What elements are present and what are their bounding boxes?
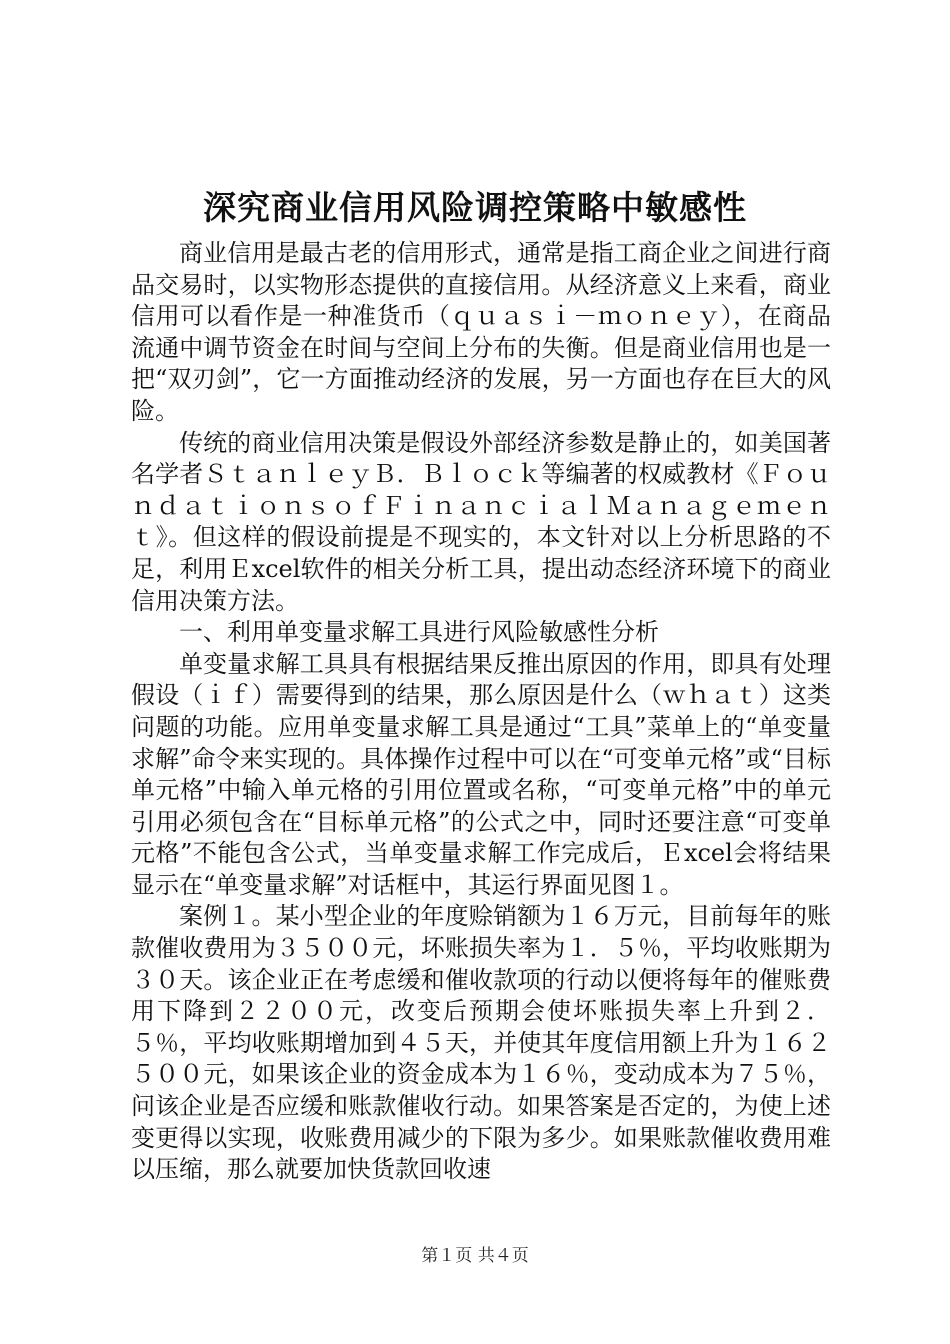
paragraph-traditional-decision: 传统的商业信用决策是假设外部经济参数是静止的，如美国著名学者ＳｔａｎｌｅｙＢ．Ｂｌｏｃｋ等编著的权威教材《ＦｏｕｎｄａｔｉｏｎｓｏｆＦｉｎａｎｃｉａｌＭａｎａｇｅｍｅｎｔ》。但这样的假设前提是不现实的，本文针对以上分析思路的不足，利用Ｅxcel软件的相关分析工具，提出动态经济环境下的商业信用决策方法。 [131,428,831,615]
page-footer: 第１页 共４页 [421,1246,529,1266]
section-heading-1: 一、利用单变量求解工具进行风险敏感性分析 [179,618,659,647]
paragraph-case-1: 案例１。某小型企业的年度赊销额为１６万元，目前每年的账款催收费用为３５００元，坏账损失率为１．５％，平均收账期为３０天。该企业正在考虑缓和催收款项的行动以便将每年的催账费用下降到２２００元，改变后预期会使坏账损失率上升到２．５％，平均收账期增加到４５天，并使其年度信用额上升为１６２５００元，如果该企业的资金成本为１６％，变动成本为７５％，问该企业是否应缓和账款催收行动。如果答案是否定的，为使上述变更得以实现，收账费用减少的下限为多少。如果账款催收费用难以压缩，那么就要加快货款回收速 [131,902,831,1184]
document-title: 深究商业信用风险调控策略中敏感性 [203,188,747,227]
paragraph-goal-seek-tool: 单变量求解工具具有根据结果反推出原因的作用，即具有处理假设（ｉｆ）需要得到的结果，那么原因是什么（ｗｈａｔ）这类问题的功能。应用单变量求解工具是通过“工具”菜单上的“单变量求解”命令来实现的。具体操作过程中可以在“可变单元格”或“目标单元格”中输入单元格的引用位置或名称，“可变单元格”中的单元引用必须包含在“目标单元格”的公式之中，同时还要注意“可变单元格”不能包含公式，当单变量求解工作完成后，Ｅxcel会将结果显示在“单变量求解”对话框中，其运行界面见图１。 [131,649,831,899]
document-body [131,238,831,1186]
paragraph-intro: 商业信用是最古老的信用形式，通常是指工商企业之间进行商品交易时，以实物形态提供的直接信用。从经济意义上来看，商业信用可以看作是一种准货币（ｑｕａｓｉ－ｍｏｎｅｙ），在商品流通中调节资金在时间与空间上分布的失衡。但是商业信用也是一把“双刃剑”，它一方面推动经济的发展，另一方面也存在巨大的风险。 [131,239,831,425]
